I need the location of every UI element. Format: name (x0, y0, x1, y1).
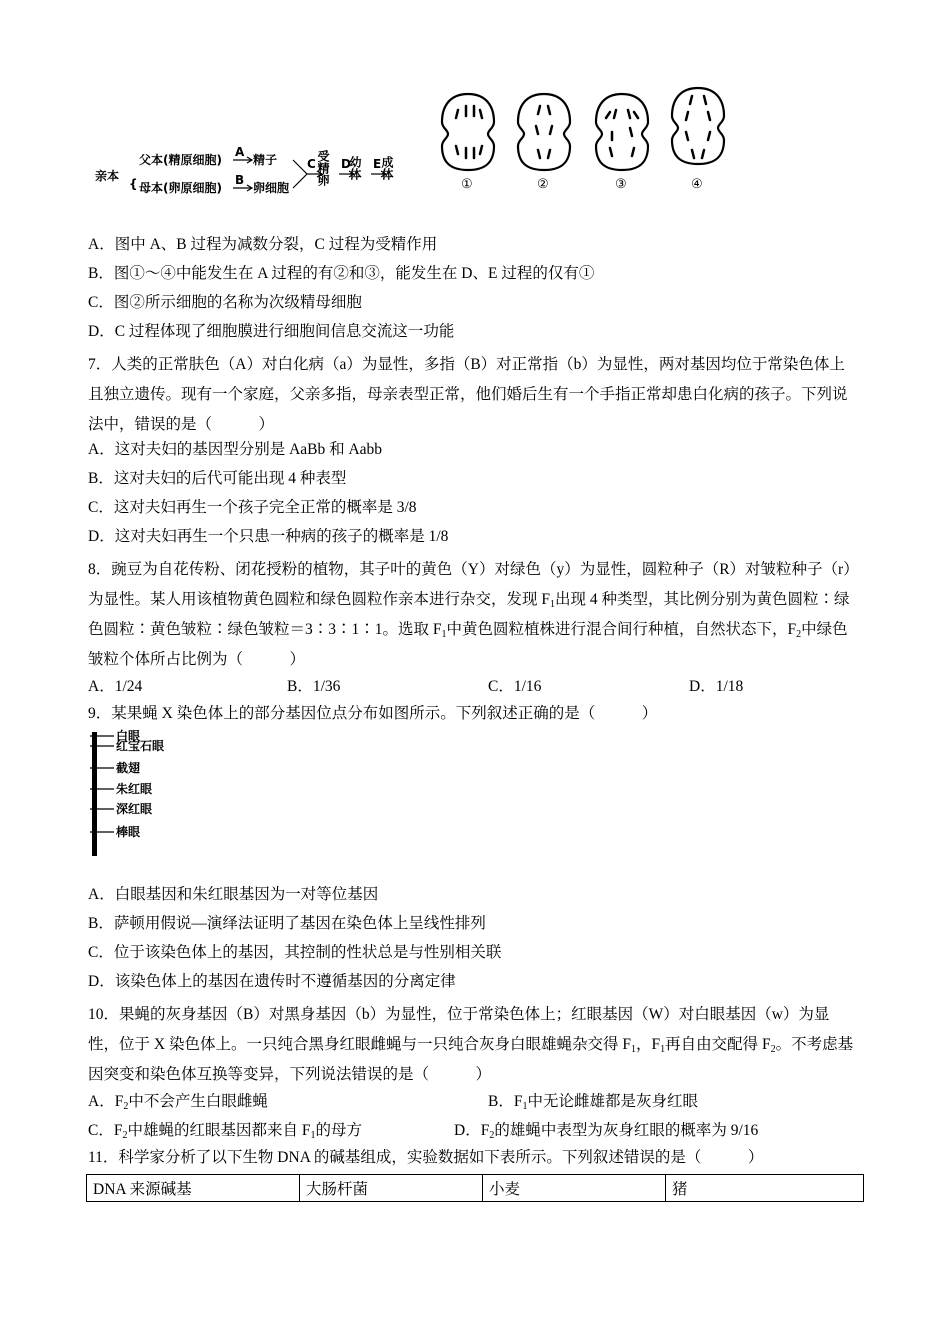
cell-label: ④ (691, 176, 703, 191)
dna-base-table (86, 1174, 864, 1202)
q10-option-d: D．$F_2$的雄蝇中表型为灰身红眼的概率为 9/16 (454, 1122, 759, 1141)
q8-options (88, 674, 868, 696)
life-cycle-diagram (95, 140, 425, 200)
arrow-b-label: B (235, 173, 245, 187)
q10-option-a: A．$F_2$中不会产生白眼雌蝇 (88, 1093, 268, 1112)
cell-label: ② (537, 176, 549, 191)
sperm-label: 精子 (253, 153, 278, 167)
q7-option-b: B．这对夫妇的后代可能出现 4 种表型 (88, 470, 347, 487)
q9-option-b: B．萨顿用假说—演绎法证明了基因在染色体上呈线性排列 (88, 915, 486, 932)
q6-option-b: B．图①～④中能发生在 A 过程的有②和③，能发生在 D、E 过程的仅有① (88, 265, 595, 282)
juvenile-label: 幼体 (348, 156, 362, 180)
q7-option-c: C．这对夫妇再生一个孩子完全正常的概率是 3/8 (88, 499, 417, 516)
table-header-row (87, 1175, 864, 1202)
q7-option-a: A．这对夫妇的基因型分别是 AaBb 和 Aabb (88, 441, 383, 458)
q9-option-a: A．白眼基因和朱红眼基因为一对等位基因 (88, 886, 379, 903)
cell-4 (672, 88, 724, 191)
cell-label: ③ (615, 176, 627, 191)
arrow-e-label: E (373, 157, 382, 171)
zygote-label: 受精卵 (316, 150, 330, 186)
q8-option-c: C．1/16 (488, 678, 542, 695)
gene-ruby-eye: 红宝石眼 (116, 739, 165, 753)
table-header-cell: 小麦 (483, 1175, 666, 1202)
q7-option-d: D．这对夫妇再生一个只患一种病的孩子的概率是 1/8 (88, 528, 449, 545)
gene-cut-wing: 截翅 (116, 761, 141, 775)
arrow-d-label: D (341, 157, 351, 171)
q7-stem: 7．人类的正常肤色（A）对白化病（a）为显性，多指（B）对正常指（b）为显性，两对基因均位于常染色体上且独立遗传。现有一个家庭，父亲多指，母亲表型正常，他们婚后生有一个手指正常却患白化病的孩子。下列说法中，错误的是（ ） (88, 356, 848, 433)
arrow-a-label: A (235, 145, 245, 159)
gene-deep-red-eye: 深红眼 (116, 802, 153, 816)
merge-bracket (293, 160, 307, 188)
q9-stem: 9．某果蝇 X 染色体上的部分基因位点分布如图所示。下列叙述正确的是（ ） (88, 705, 658, 722)
q9-option-c: C．位于该染色体上的基因，其控制的性状总是与性别相关联 (88, 944, 502, 961)
q8-option-a: A．1/24 (88, 678, 143, 695)
q8-option-d: D．1/18 (689, 678, 744, 695)
parents-label: 亲本 (95, 169, 120, 183)
gene-vermilion-eye: 朱红眼 (116, 782, 153, 796)
x-chromosome-map (88, 728, 188, 860)
cell-division-figure (436, 84, 732, 194)
q10-option-c: C．$F_2$中雄蝇的红眼基因都来自 $F_1$的母方 (88, 1122, 362, 1141)
cell-3 (596, 94, 648, 191)
cell-1 (442, 94, 494, 191)
q6-option-d: D．C 过程体现了细胞膜进行细胞间信息交流这一功能 (88, 323, 455, 340)
q9-option-d: D．该染色体上的基因在遗传时不遵循基因的分离定律 (88, 973, 456, 990)
table-header-cell: DNA 来源碱基 (87, 1175, 300, 1202)
q6-option-c: C．图②所示细胞的名称为次级精母细胞 (88, 294, 362, 311)
q10-stem: 10．果蝇的灰身基因（B）对黑身基因（b）为显性，位于常染色体上；红眼基因（W）对白眼基因（w）为显性，位于 X 染色体上。一只纯合黑身红眼雌蝇与一只纯合灰身白眼雄蝇杂交得 $F_1$，$F_1$再自由交配得 $F_2$。不考虑基因突变和染色体互换等变异，下列说法错误的是（ ） (88, 1006, 854, 1083)
mother-label: 母本(卵原细胞) (139, 181, 222, 195)
q8-stem: 8．豌豆为自花传粉、闭花授粉的植物，其子叶的黄色（Y）对绿色（y）为显性，圆粒种子（R）对皱粒种子（r）为显性。某人用该植物黄色圆粒和绿色圆粒作亲本进行杂交，发现 $F_1$出现 4 种类型，其比例分别为黄色圆粒∶绿色圆粒∶黄色皱粒∶绿色皱粒＝3∶3∶1∶1。选取 $F_1$中黄色圆粒植株进行混合间行种植，自然状态下，$F_2$中绿色皱粒个体所占比例为（ ） (88, 561, 859, 668)
father-label: 父本(精原细胞) (139, 153, 222, 167)
q8-option-b: B．1/36 (287, 678, 341, 695)
arrow-c-label: C (307, 157, 316, 171)
cell-label: ① (461, 176, 473, 191)
q6-option-a: A．图中 A、B 过程为减数分裂，C 过程为受精作用 (88, 236, 438, 253)
q11-stem: 11．科学家分析了以下生物 DNA 的碱基组成，实验数据如下表所示。下列叙述错误的是（ ） (88, 1149, 764, 1166)
q10-options-row-2 (88, 1118, 868, 1140)
gene-white-eye: 白眼 (116, 729, 141, 743)
table-header-cell: 大肠杆菌 (300, 1175, 483, 1202)
cell-2 (518, 94, 570, 191)
brace-icon: { (129, 177, 138, 191)
q10-option-b: B．$F_1$中无论雌雄都是灰身红眼 (488, 1093, 698, 1112)
gene-bar-eye: 棒眼 (116, 825, 141, 839)
table-header-cell: 猪 (666, 1175, 864, 1202)
adult-label: 成体 (380, 156, 394, 180)
q10-options-row-1 (88, 1089, 868, 1111)
egg-label: 卵细胞 (253, 181, 290, 195)
